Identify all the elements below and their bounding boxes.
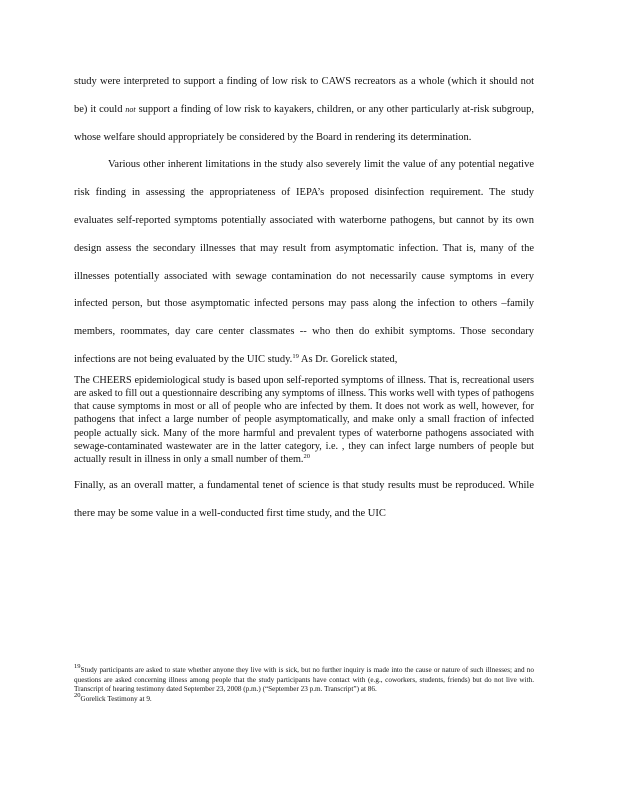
paragraph-2 (74, 151, 534, 373)
emphasis-not: not (125, 104, 136, 114)
footnote-ref-19[interactable]: 19 (292, 352, 299, 360)
footnote-ref-20[interactable]: 20 (303, 452, 310, 460)
quote-text: The CHEERS epidemiological study is based upon self-reported symptoms of illness. That is, recreational users are asked to fill out a questionnaire describing any symptoms of illness. This works well with types of pathogens that cause symptoms in most or all of people who are infected by them. It does not work as well, however, for pathogens that infect a large number of people asymptomatically, and make only a small fraction of infected people actually sick. Many of the more harmful and prevalent types of waterborne pathogens associated with sewage-contaminated wastewater are in the latter category, i.e. , they can infect large numbers of people but actually result in illness in only a small number of them. (74, 374, 534, 465)
footnotes (74, 663, 534, 704)
footnote-number-19: 19 (74, 663, 81, 670)
paragraph-1 (74, 68, 534, 151)
footnote-20-text: Gorelick Testimony at 9. (80, 694, 152, 703)
body-text (74, 68, 534, 528)
footnote-number-20: 20 (74, 691, 81, 699)
footnote-20 (74, 691, 534, 705)
footnote-19 (74, 663, 534, 695)
paragraph-2-text: Various other inherent limitations in the study also severely limit the value of any potential negative risk finding in assessing the appropriateness of IEPA’s proposed disinfection requirement. The study evaluates self-reported symptoms potentially associated with waterborne pathogens, but cannot by its own design assess the secondary illnesses that may result from asymptomatic infection. That is, many of the illnesses potentially associated with sewage contamination do not necessarily cause symptoms in every infected person, but those asymptomatic infected persons may pass along the infection to others –family members, roommates, day care center classmates -- who then do exhibit symptoms. Those secondary infections are not being evaluated by the UIC study. (74, 159, 534, 365)
block-quote (74, 374, 534, 466)
paragraph-1-text: study were interpreted to support a finding of low risk to CAWS recreators as a whole (which it should not be) it could (74, 76, 534, 115)
paragraph-3: Finally, as an overall matter, a fundamental tenet of science is that study results must be reproduced. While there may be some value in a well-conducted first time study, and the UIC (74, 480, 534, 519)
footnote-19-text: Study participants are asked to state whether anyone they live with is sick, but no further inquiry is made into the cause or nature of such illnesses; and no questions are asked concerning illness among people that the study participants have contact with (e.g., coworkers, students, friends) but do not live with. Transcript of hearing testimony dated September 23, 2008 (p.m.) (“September 23 p.m. Transcript”) at 86. (74, 666, 534, 694)
paragraph-1-rest: support a finding of low risk to kayakers, children, or any other particularly at-risk subgroup, whose welfare should appropriately be considered by the Board in rendering its determination. (74, 103, 534, 143)
paragraph-2-tail: As Dr. Gorelick stated, (298, 353, 398, 365)
